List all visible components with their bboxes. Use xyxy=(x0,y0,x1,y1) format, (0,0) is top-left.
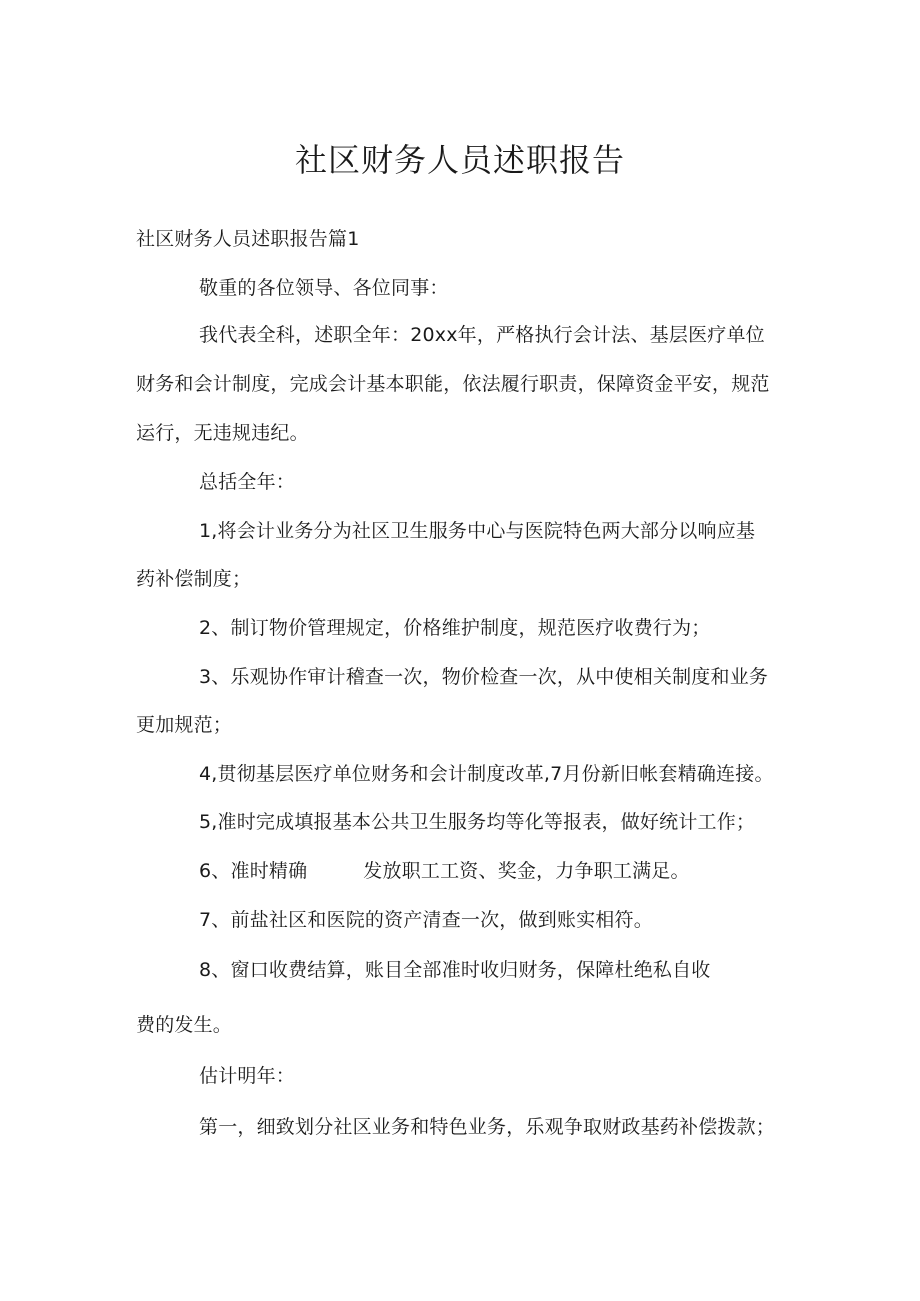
item-8-line-1: 8、窗口收费结算，账目全部准时收归财务，保障杜绝私自收 xyxy=(199,959,711,981)
intro-line-2: 财务和会计制度，完成会计基本职能，依法履行职责，保障资金平安，规范 xyxy=(136,373,770,395)
item-6-part-1: 6、准时精确 xyxy=(199,860,308,882)
item-4: 4,贯彻基层医疗单位财务和会计制度改革,7月份新旧帐套精确连接。 xyxy=(199,763,774,785)
item-5: 5,准时完成填报基本公共卫生服务均等化等报表，做好统计工作； xyxy=(199,811,756,833)
item-1-line-2: 药补偿制度； xyxy=(136,568,252,590)
summary-heading: 总括全年： xyxy=(199,471,296,493)
plan-1: 第一，细致划分社区业务和特色业务，乐观争取财政基药补偿拨款； xyxy=(199,1116,776,1138)
section-heading: 社区财务人员述职报告篇1 xyxy=(136,228,360,250)
salutation: 敬重的各位领导、各位同事： xyxy=(199,277,449,299)
item-3-line-2: 更加规范； xyxy=(136,714,233,736)
intro-line-3: 运行，无违规违纪。 xyxy=(136,422,309,444)
item-2: 2、制订物价管理规定，价格维护制度，规范医疗收费行为； xyxy=(199,617,711,639)
forecast-heading: 估计明年： xyxy=(199,1065,296,1087)
document-title: 社区财务人员述职报告 xyxy=(294,141,625,179)
item-7: 7、前盐社区和医院的资产清查一次，做到账实相符。 xyxy=(199,909,653,931)
item-1-line-1: 1,将会计业务分为社区卫生服务中心与医院特色两大部分以响应基 xyxy=(199,520,756,542)
intro-line-1: 我代表全科，述职全年：20xx年，严格执行会计法、基层医疗单位 xyxy=(199,324,765,346)
item-6-part-2: 发放职工工资、奖金，力争职工满足。 xyxy=(363,860,690,882)
item-3-line-1: 3、乐观协作审计稽查一次，物价检查一次，从中使相关制度和业务 xyxy=(199,666,769,688)
item-6 xyxy=(199,857,690,885)
item-8-line-2: 费的发生。 xyxy=(136,1014,233,1036)
